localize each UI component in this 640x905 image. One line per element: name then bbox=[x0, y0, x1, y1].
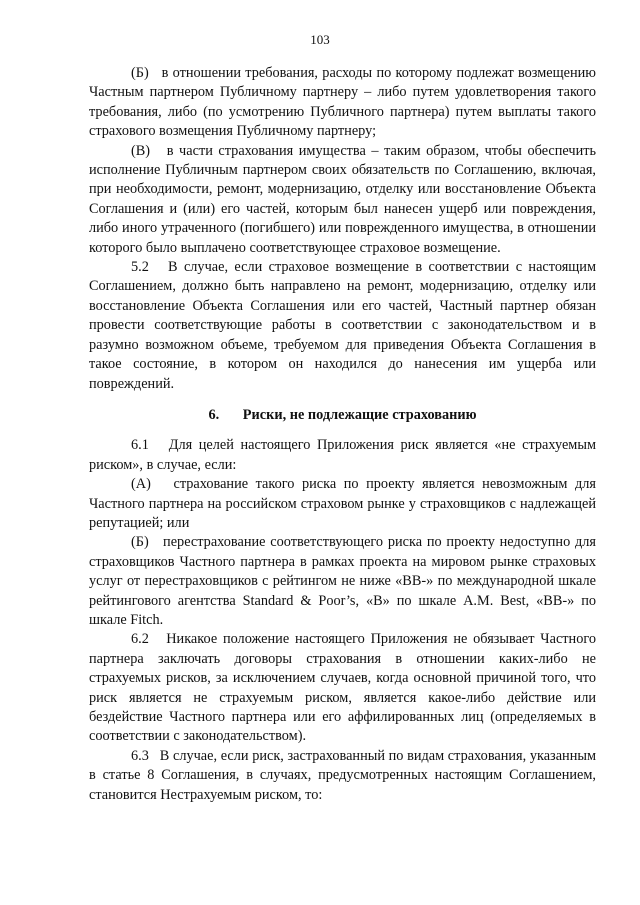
paragraph-v-property: (В) в части страхования имущества – таким образом, чтобы обеспечить исполнение Публичным партнером своих обязательств по Соглашению, включая, при необходимости, ремонт, модернизацию, отделку или восстановление Объекта Соглашения и (или) его частей, которым был нанесен ущерб или повреждения, либо иного утраченного (погибшего) или поврежденного имущества, в отношении которого было выплачено соответствующее страховое возмещение. bbox=[89, 142, 596, 256]
section-heading bbox=[89, 406, 596, 425]
section-number: 6. bbox=[208, 406, 220, 423]
page-number: 103 bbox=[310, 32, 330, 47]
paragraph-6-1: 6.1 Для целей настоящего Приложения риск является «не страхуемым риском», в случае, если: bbox=[89, 437, 596, 473]
paragraph-b-reinsurance: (Б) перестрахование соответствующего риска по проекту недоступно для страховщиков Частного партнера в рамках проекта на мировом рынке страховых услуг от перестраховщиков с рейтингом не ниже «ВВ-» по международной шкале рейтингового агентства Standard & Poor’s, «В» по шкале A.M. Best, «ВВ-» по шкале Fitch. bbox=[89, 534, 596, 628]
document-body bbox=[89, 64, 596, 805]
paragraph-a-impossible: (А) страхование такого риска по проекту является невозможным для Частного партнера на российском страховом рынке у страховщиков с надлежащей репутацией; или bbox=[89, 476, 596, 531]
paragraph-5-2: 5.2 В случае, если страховое возмещение в соответствии с настоящим Соглашением, должно быть направлено на ремонт, модернизацию, отделку или восстановление Объекта Соглашения или его частей, Частный партнер обязан провести соответствующие работы в соответствии с законодательством и в разумно возможном объеме, требуемом для приведения Объекта Соглашения в такое состояние, в котором он находился до нанесения им ущерба или повреждений. bbox=[89, 259, 596, 392]
paragraph-6-2: 6.2 Никакое положение настоящего Приложения не обязывает Частного партнера заключать договоры страхования в отношении каких-либо не страхуемых рисков, за исключением случаев, когда основной причиной того, что риск является не страхуемым риском, является какое-либо действие или бездействие Частного партнера или его аффилированных лиц (определяемых в соответствии с законодательством). bbox=[89, 631, 596, 745]
section-title: Риски, не подлежащие страхованию bbox=[242, 406, 477, 423]
paragraph-b-claim: (Б) в отношении требования, расходы по которому подлежат возмещению Частным партнером Публичному партнеру – либо путем удовлетворения такого требования, либо (по усмотрению Публичного партнера) путем выплаты такого страхового возмещения Публичному партнеру; bbox=[89, 65, 596, 140]
paragraph-6-3: 6.3 В случае, если риск, застрахованный по видам страхования, указанным в статье 8 Соглашения, в случаях, предусмотренных настоящим Соглашением, становится Нестрахуемым риском, то: bbox=[89, 747, 596, 803]
